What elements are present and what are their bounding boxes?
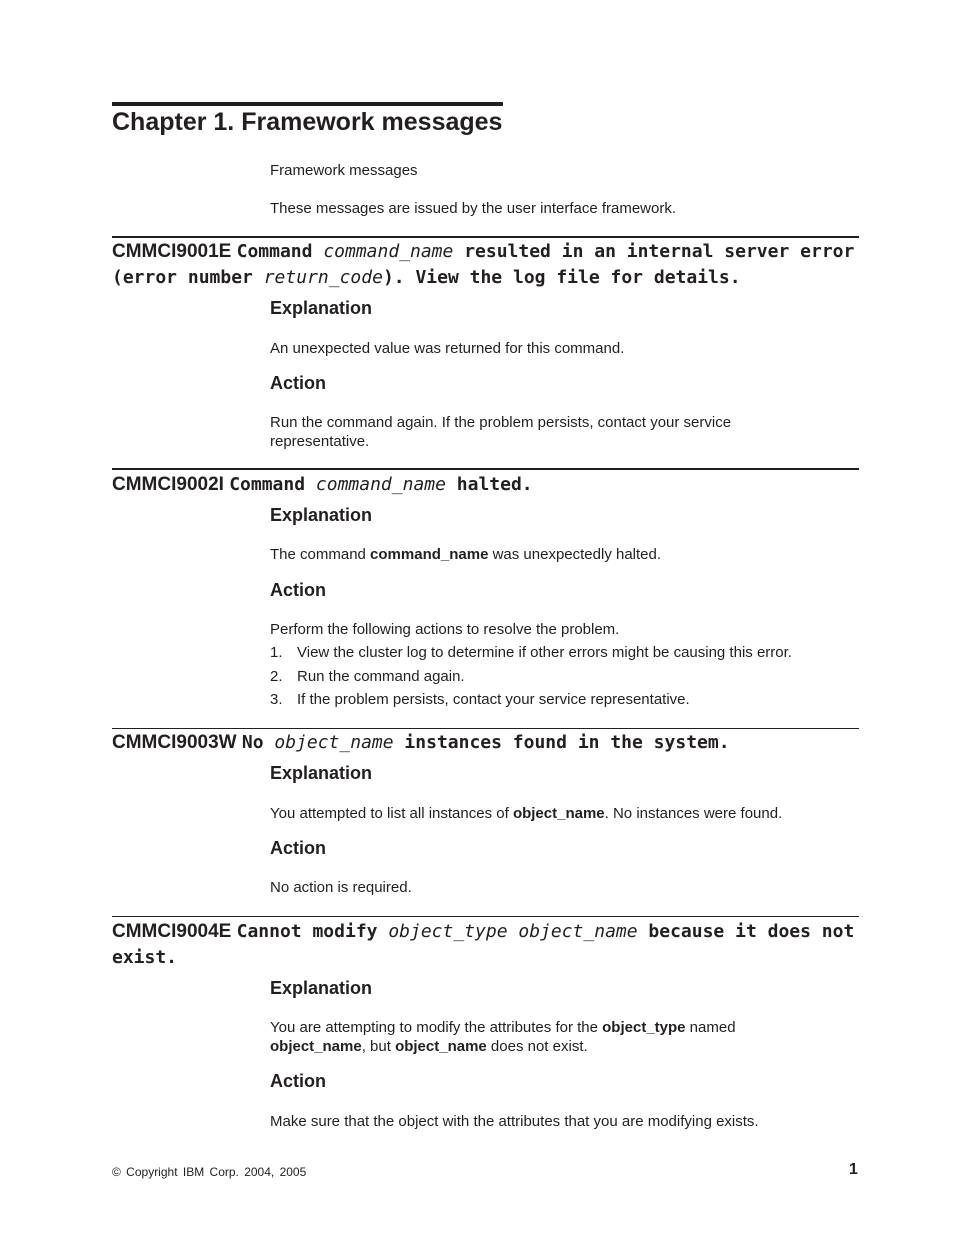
variable: command_name (370, 546, 489, 563)
message-id: CMMCI9004E (112, 921, 232, 942)
variable: object_name (270, 1038, 362, 1055)
variable: return_code (263, 267, 383, 288)
action-heading: Action (270, 580, 326, 600)
message-rule (112, 468, 859, 470)
page-number: 1 (849, 1161, 858, 1178)
chapter-intro-label: Framework messages (270, 162, 418, 179)
action-intro: Perform the following actions to resolve the problem. (270, 621, 620, 638)
chapter-intro-text: These messages are issued by the user interface framework. (270, 200, 677, 217)
explanation-text: You are attempting to modify the attributes for the object_type named object_name, but object_name does not exist. (270, 1019, 736, 1055)
message-rule (112, 916, 859, 917)
message-heading-cmmci9004e: CMMCI9004E Cannot modify object_type object_name because it does not exist. (112, 921, 855, 968)
message-heading-cmmci9001e: CMMCI9001E Command command_name resulted in an internal server error (error number return_code). View the log file for details. (112, 241, 855, 288)
variable: object_type (602, 1019, 686, 1036)
message-id: CMMCI9002I (112, 474, 224, 495)
action-heading: Action (270, 838, 326, 858)
chapter-rule (112, 102, 503, 106)
message-heading-cmmci9002i: CMMCI9002I Command command_name halted. (112, 474, 533, 495)
action-heading: Action (270, 1071, 326, 1091)
message-id: CMMCI9001E (112, 241, 232, 262)
list-item: 1. View the cluster log to determine if other errors might be causing this error. (270, 644, 792, 661)
list-item: 3. If the problem persists, contact your service representative. (270, 691, 690, 708)
explanation-heading: Explanation (270, 978, 373, 998)
variable: command_name (323, 241, 454, 262)
explanation-text: You attempted to list all instances of object_name. No instances were found. (270, 805, 783, 822)
variable: object_type object_name (388, 921, 638, 942)
explanation-heading: Explanation (270, 505, 373, 525)
message-heading-cmmci9003w: CMMCI9003W No object_name instances found in the system. (112, 732, 730, 753)
action-heading: Action (270, 373, 326, 393)
action-text: Make sure that the object with the attributes that you are modifying exists. (270, 1113, 759, 1130)
message-id: CMMCI9003W (112, 732, 237, 753)
variable: object_name (274, 732, 394, 753)
explanation-heading: Explanation (270, 298, 373, 318)
action-text: No action is required. (270, 879, 412, 896)
variable: command_name (315, 474, 446, 495)
copyright-notice: © Copyright IBM Corp. 2004, 2005 (112, 1165, 307, 1179)
chapter-title: Chapter 1. Framework messages (112, 108, 503, 136)
message-rule (112, 236, 859, 238)
action-steps (270, 643, 792, 714)
list-item: 2. Run the command again. (270, 667, 465, 685)
variable: object_name (395, 1038, 487, 1055)
explanation-text: The command command_name was unexpectedly halted. (270, 546, 662, 563)
explanation-heading: Explanation (270, 763, 373, 783)
action-text: Run the command again. If the problem persists, contact your service representative. (270, 414, 732, 450)
message-rule (112, 728, 859, 729)
variable: object_name (512, 805, 605, 822)
explanation-text: An unexpected value was returned for this command. (270, 340, 625, 357)
